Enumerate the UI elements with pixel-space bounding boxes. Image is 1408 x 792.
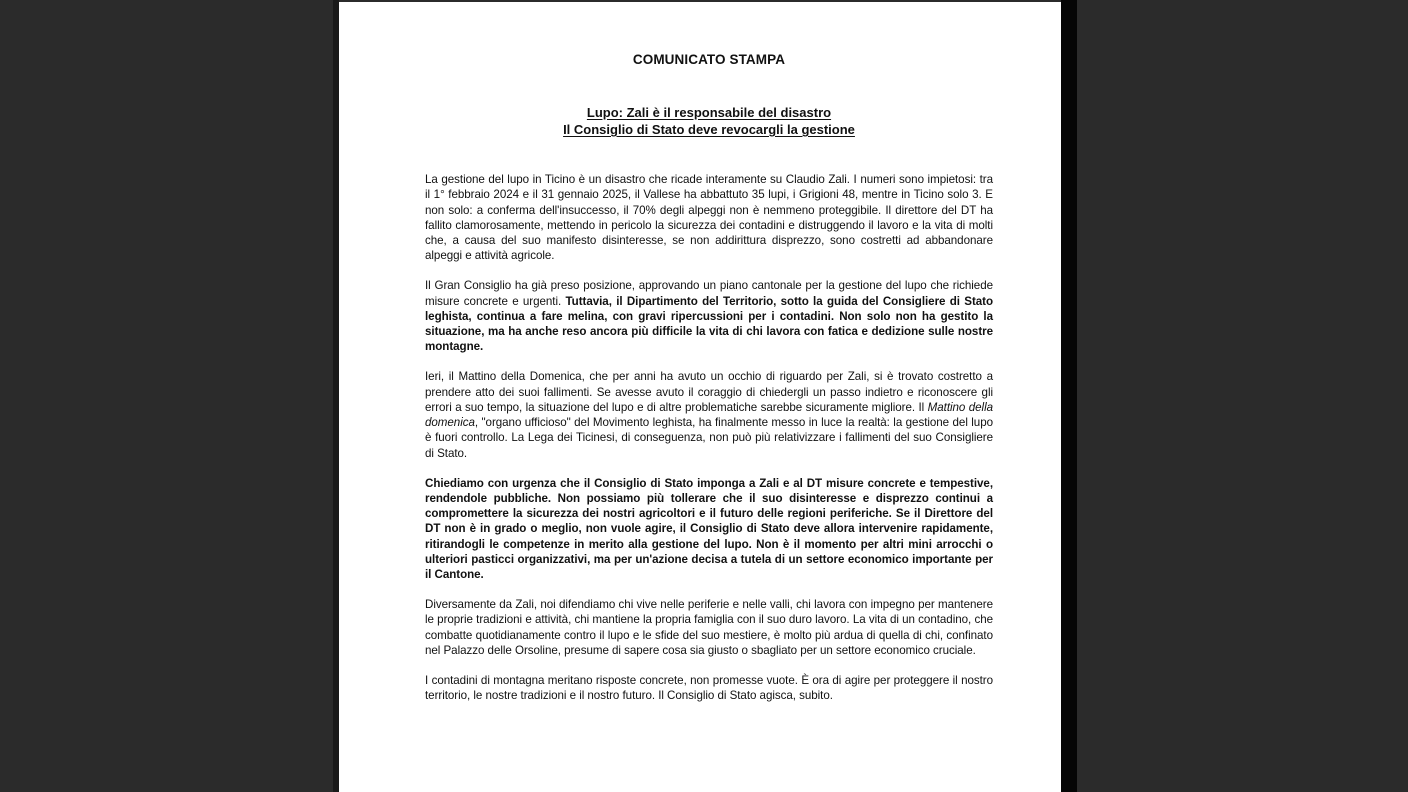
paragraph-3-part-a: Ieri, il Mattino della Domenica, che per anni ha avuto un occhio di riguardo per Zali, si è trovato costretto a prendere atto dei suoi fallimenti. Se avesse avuto il coraggio di chiedergli un passo indietro e riconoscere gli errori a suo tempo, la situazione del lupo e di altre problematiche sarebbe sicuramente migliore. Il bbox=[425, 370, 993, 414]
paragraph-2 bbox=[425, 278, 993, 354]
paragraph-3-part-b: , "organo ufficioso" del Movimento leghista, ha finalmente messo in luce la realtà: la gestione del lupo è fuori controllo. La Lega dei Ticinesi, di conseguenza, non può più relativizzare i fallimenti del suo Consigliere di Stato. bbox=[425, 416, 993, 460]
paragraph-4 bbox=[425, 476, 993, 583]
paragraph-2-bold: Tuttavia, il Dipartimento del Territorio, sotto la guida del Consigliere di Stato leghista, continua a fare melina, con gravi ripercussioni per i contadini. Non solo non ha gestito la situazione, ma ha anche reso ancora più difficile la vita di chi lavora con fatica e dedizione sulle nostre montagne. bbox=[425, 294, 994, 354]
paragraph-3-italic: Mattino della domenica bbox=[425, 400, 994, 430]
document-title bbox=[425, 67, 993, 138]
paragraph-1: La gestione del lupo in Ticino è un disastro che ricade interamente su Claudio Zali. I numeri sono impietosi: tra il 1° febbraio 2024 e il 31 gennaio 2025, il Vallese ha abbattuto 35 lupi, i Grigioni 48, mentre in Ticino solo 3. E non solo: a conferma dell'insuccesso, il 70% degli alpeggi non è nemmeno proteggibile. Il direttore del DT ha fallito clamorosamente, mettendo in pericolo la sicurezza dei contadini e distruggendo il lavoro e la vita di molti che, a causa del suo manifesto disinteresse, se non addirittura disprezzo, sono costretti ad abbandonare alpeggi e attività agricole. bbox=[425, 173, 993, 263]
paragraph-3 bbox=[425, 369, 993, 461]
document-heading: COMUNICATO STAMPA bbox=[632, 52, 786, 67]
frame-border-right bbox=[1061, 0, 1077, 792]
document-page bbox=[339, 2, 1061, 792]
document-title-line-1: Lupo: Zali è il responsabile del disastro bbox=[586, 105, 832, 120]
document-title-line-2: Il Consiglio di Stato deve revocargli la gestione bbox=[563, 122, 855, 137]
paragraph-4-bold: Chiediamo con urgenza che il Consiglio di Stato imponga a Zali e al DT misure concrete e tempestive, rendendole pubbliche. Non possiamo più tollerare che il suo disinteresse e disprezzo continui a compromettere la sicurezza dei nostri agricoltori e il futuro delle regioni periferiche. Se il Direttore del DT non è in grado o meglio, non vuole agire, il Consiglio di Stato deve allora intervenire rapidamente, ritirandogli le competenze in merito alla gestione del lupo. Non è il momento per altri mini arrocchi o ulteriori pasticci organizzativi, ma per un'azione decisa a tutela di un settore economico importante per il Cantone. bbox=[425, 476, 993, 582]
paragraph-5: Diversamente da Zali, noi difendiamo chi vive nelle periferie e nelle valli, chi lavora con impegno per mantenere le proprie tradizioni e attività, chi mantiene la propria famiglia con il suo duro lavoro. La vita di un contadino, che combatte quotidianamente contro il lupo e le sfide del suo mestiere, è molto più ardua di quella di chi, confinato nel Palazzo delle Orsoline, presume di sapere cosa sia giusto o sbagliato per un settore economico cruciale. bbox=[425, 598, 993, 658]
paragraph-2-normal: Il Gran Consiglio ha già preso posizione, approvando un piano cantonale per la gestione del lupo che richiede misure concrete e urgenti. bbox=[425, 279, 993, 308]
paragraph-6: I contadini di montagna meritano risposte concrete, non promesse vuote. È ora di agire per proteggere il nostro territorio, le nostre tradizioni e il nostro futuro. Il Consiglio di Stato agisca, subito. bbox=[425, 673, 993, 703]
document-body bbox=[425, 172, 993, 703]
